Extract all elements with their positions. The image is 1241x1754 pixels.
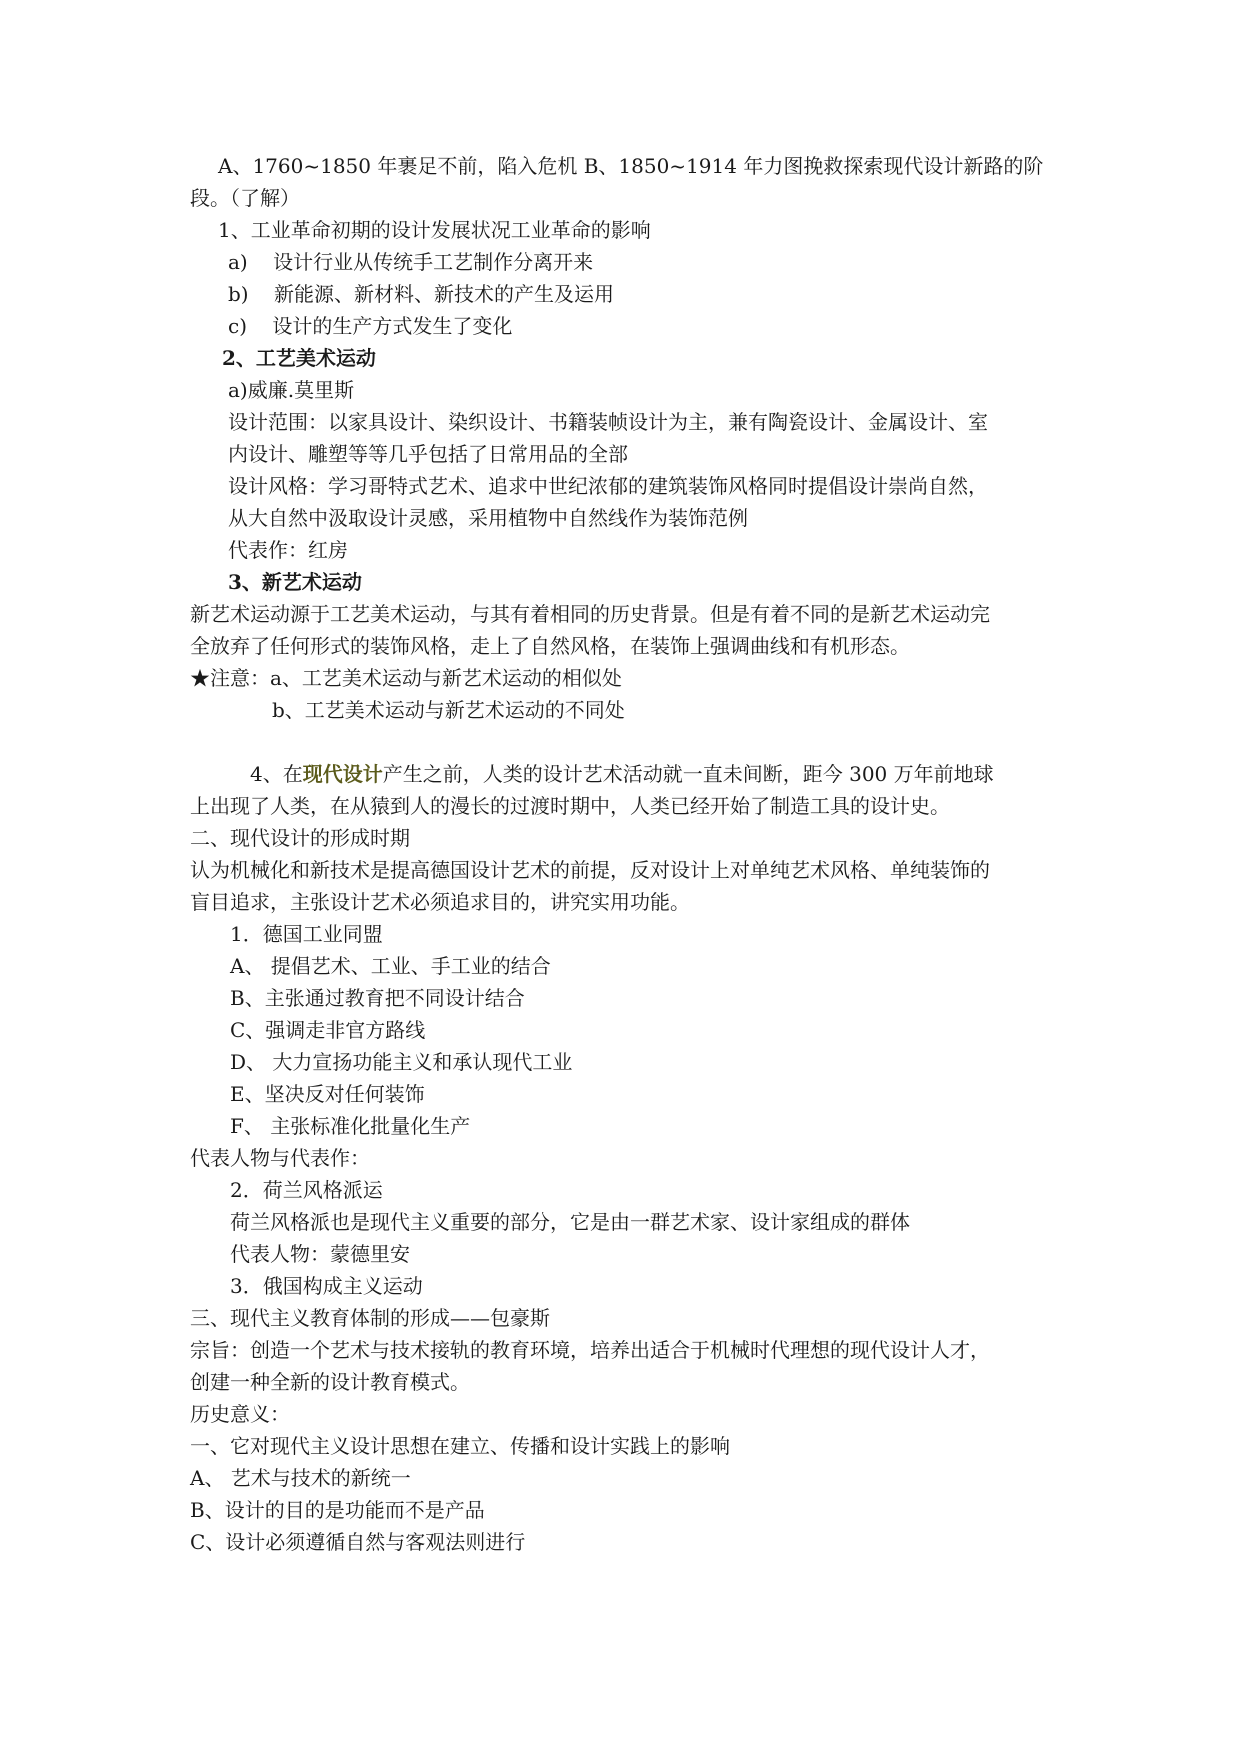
section-2-person: a)威廉.莫里斯 [228, 378, 355, 402]
section-1-item-a: a) 设计行业从传统手工艺制作分离开来 [228, 250, 594, 274]
part-2-item-F: F、 主张标准化批量化生产 [230, 1114, 471, 1138]
section-2-title: 2、工艺美术运动 [222, 346, 376, 370]
part-2-item-2-desc: 荷兰风格派也是现代主义重要的部分，它是由一群艺术家、设计家组成的群体 [230, 1210, 910, 1234]
section-2-scope-2: 内设计、雕塑等等几乎包括了日常用品的全部 [228, 442, 628, 466]
section-2-work: 代表作：红房 [228, 538, 348, 562]
intro-line-2: 段。（了解） [190, 186, 300, 210]
section-1-item-b: b) 新能源、新材料、新技术的产生及运用 [228, 282, 615, 306]
part-2-item-E: E、坚决反对任何装饰 [230, 1082, 425, 1106]
section-3-para-1: 新艺术运动源于工艺美术运动，与其有着相同的历史背景。但是有着不同的是新艺术运动完 [190, 602, 990, 626]
section-2-style-2: 从大自然中汲取设计灵感，采用植物中自然线作为装饰范例 [228, 506, 748, 530]
section-2-scope-1: 设计范围：以家具设计、染织设计、书籍装帧设计为主，兼有陶瓷设计、金属设计、室 [228, 410, 988, 434]
part-2-item-2: 2．荷兰风格派运 [230, 1178, 383, 1202]
part-2-para-1: 认为机械化和新技术是提高德国设计艺术的前提，反对设计上对单纯艺术风格、单纯装饰的 [190, 858, 990, 882]
section-1-item-c: c) 设计的生产方式发生了变化 [228, 314, 513, 338]
part-3-history: 历史意义： [190, 1402, 290, 1426]
part-2-item-D: D、 大力宣扬功能主义和承认现代工业 [230, 1050, 573, 1074]
section-4-prefix: 4、在 [250, 762, 303, 786]
section-4-suffix: 产生之前，人类的设计艺术活动就一直未间断，距今 300 万年前地球 [382, 762, 994, 786]
part-2-representatives: 代表人物与代表作： [190, 1146, 370, 1170]
part-3-para-1: 宗旨：创造一个艺术与技术接轨的教育环境，培养出适合于机械时代理想的现代设计人才， [190, 1338, 990, 1362]
section-3-title: 3、新艺术运动 [228, 570, 362, 594]
part-2-item-B: B、主张通过教育把不同设计结合 [230, 986, 525, 1010]
intro-line-1: A、1760~1850 年裹足不前，陷入危机 B、1850~1914 年力图挽救探索现代设计新路的阶 [218, 154, 1044, 178]
note-a: ★注意：a、工艺美术运动与新艺术运动的相似处 [190, 666, 622, 690]
part-2-item-C: C、强调走非官方路线 [230, 1018, 426, 1042]
part-3-title: 三、现代主义教育体制的形成——包豪斯 [190, 1306, 550, 1330]
section-4-highlight: 现代设计 [302, 762, 383, 786]
note-b: b、工艺美术运动与新艺术运动的不同处 [272, 698, 625, 722]
section-4-line-2: 上出现了人类，在从猿到人的漫长的过渡时期中，人类已经开始了制造工具的设计史。 [190, 794, 950, 818]
part-3-item-C: C、设计必须遵循自然与客观法则进行 [190, 1530, 526, 1554]
part-2-item-3: 3．俄国构成主义运动 [230, 1274, 423, 1298]
part-3-item-1: 一、它对现代主义设计思想在建立、传播和设计实践上的影响 [190, 1434, 730, 1458]
section-4-line-1 [250, 758, 994, 790]
section-3-para-2: 全放弃了任何形式的装饰风格，走上了自然风格，在装饰上强调曲线和有机形态。 [190, 634, 910, 658]
part-2-item-A: A、 提倡艺术、工业、手工业的结合 [230, 954, 551, 978]
part-2-item-1: 1．德国工业同盟 [230, 922, 383, 946]
part-2-title: 二、现代设计的形成时期 [190, 826, 410, 850]
section-2-style-1: 设计风格：学习哥特式艺术、追求中世纪浓郁的建筑装饰风格同时提倡设计崇尚自然， [228, 474, 988, 498]
part-2-item-2-rep: 代表人物：蒙德里安 [230, 1242, 410, 1266]
part-3-para-2: 创建一种全新的设计教育模式。 [190, 1370, 470, 1394]
part-2-para-2: 盲目追求，主张设计艺术必须追求目的，讲究实用功能。 [190, 890, 690, 914]
section-1-title: 1、工业革命初期的设计发展状况工业革命的影响 [218, 218, 651, 242]
part-3-item-B: B、设计的目的是功能而不是产品 [190, 1498, 485, 1522]
part-3-item-A: A、 艺术与技术的新统一 [190, 1466, 411, 1490]
